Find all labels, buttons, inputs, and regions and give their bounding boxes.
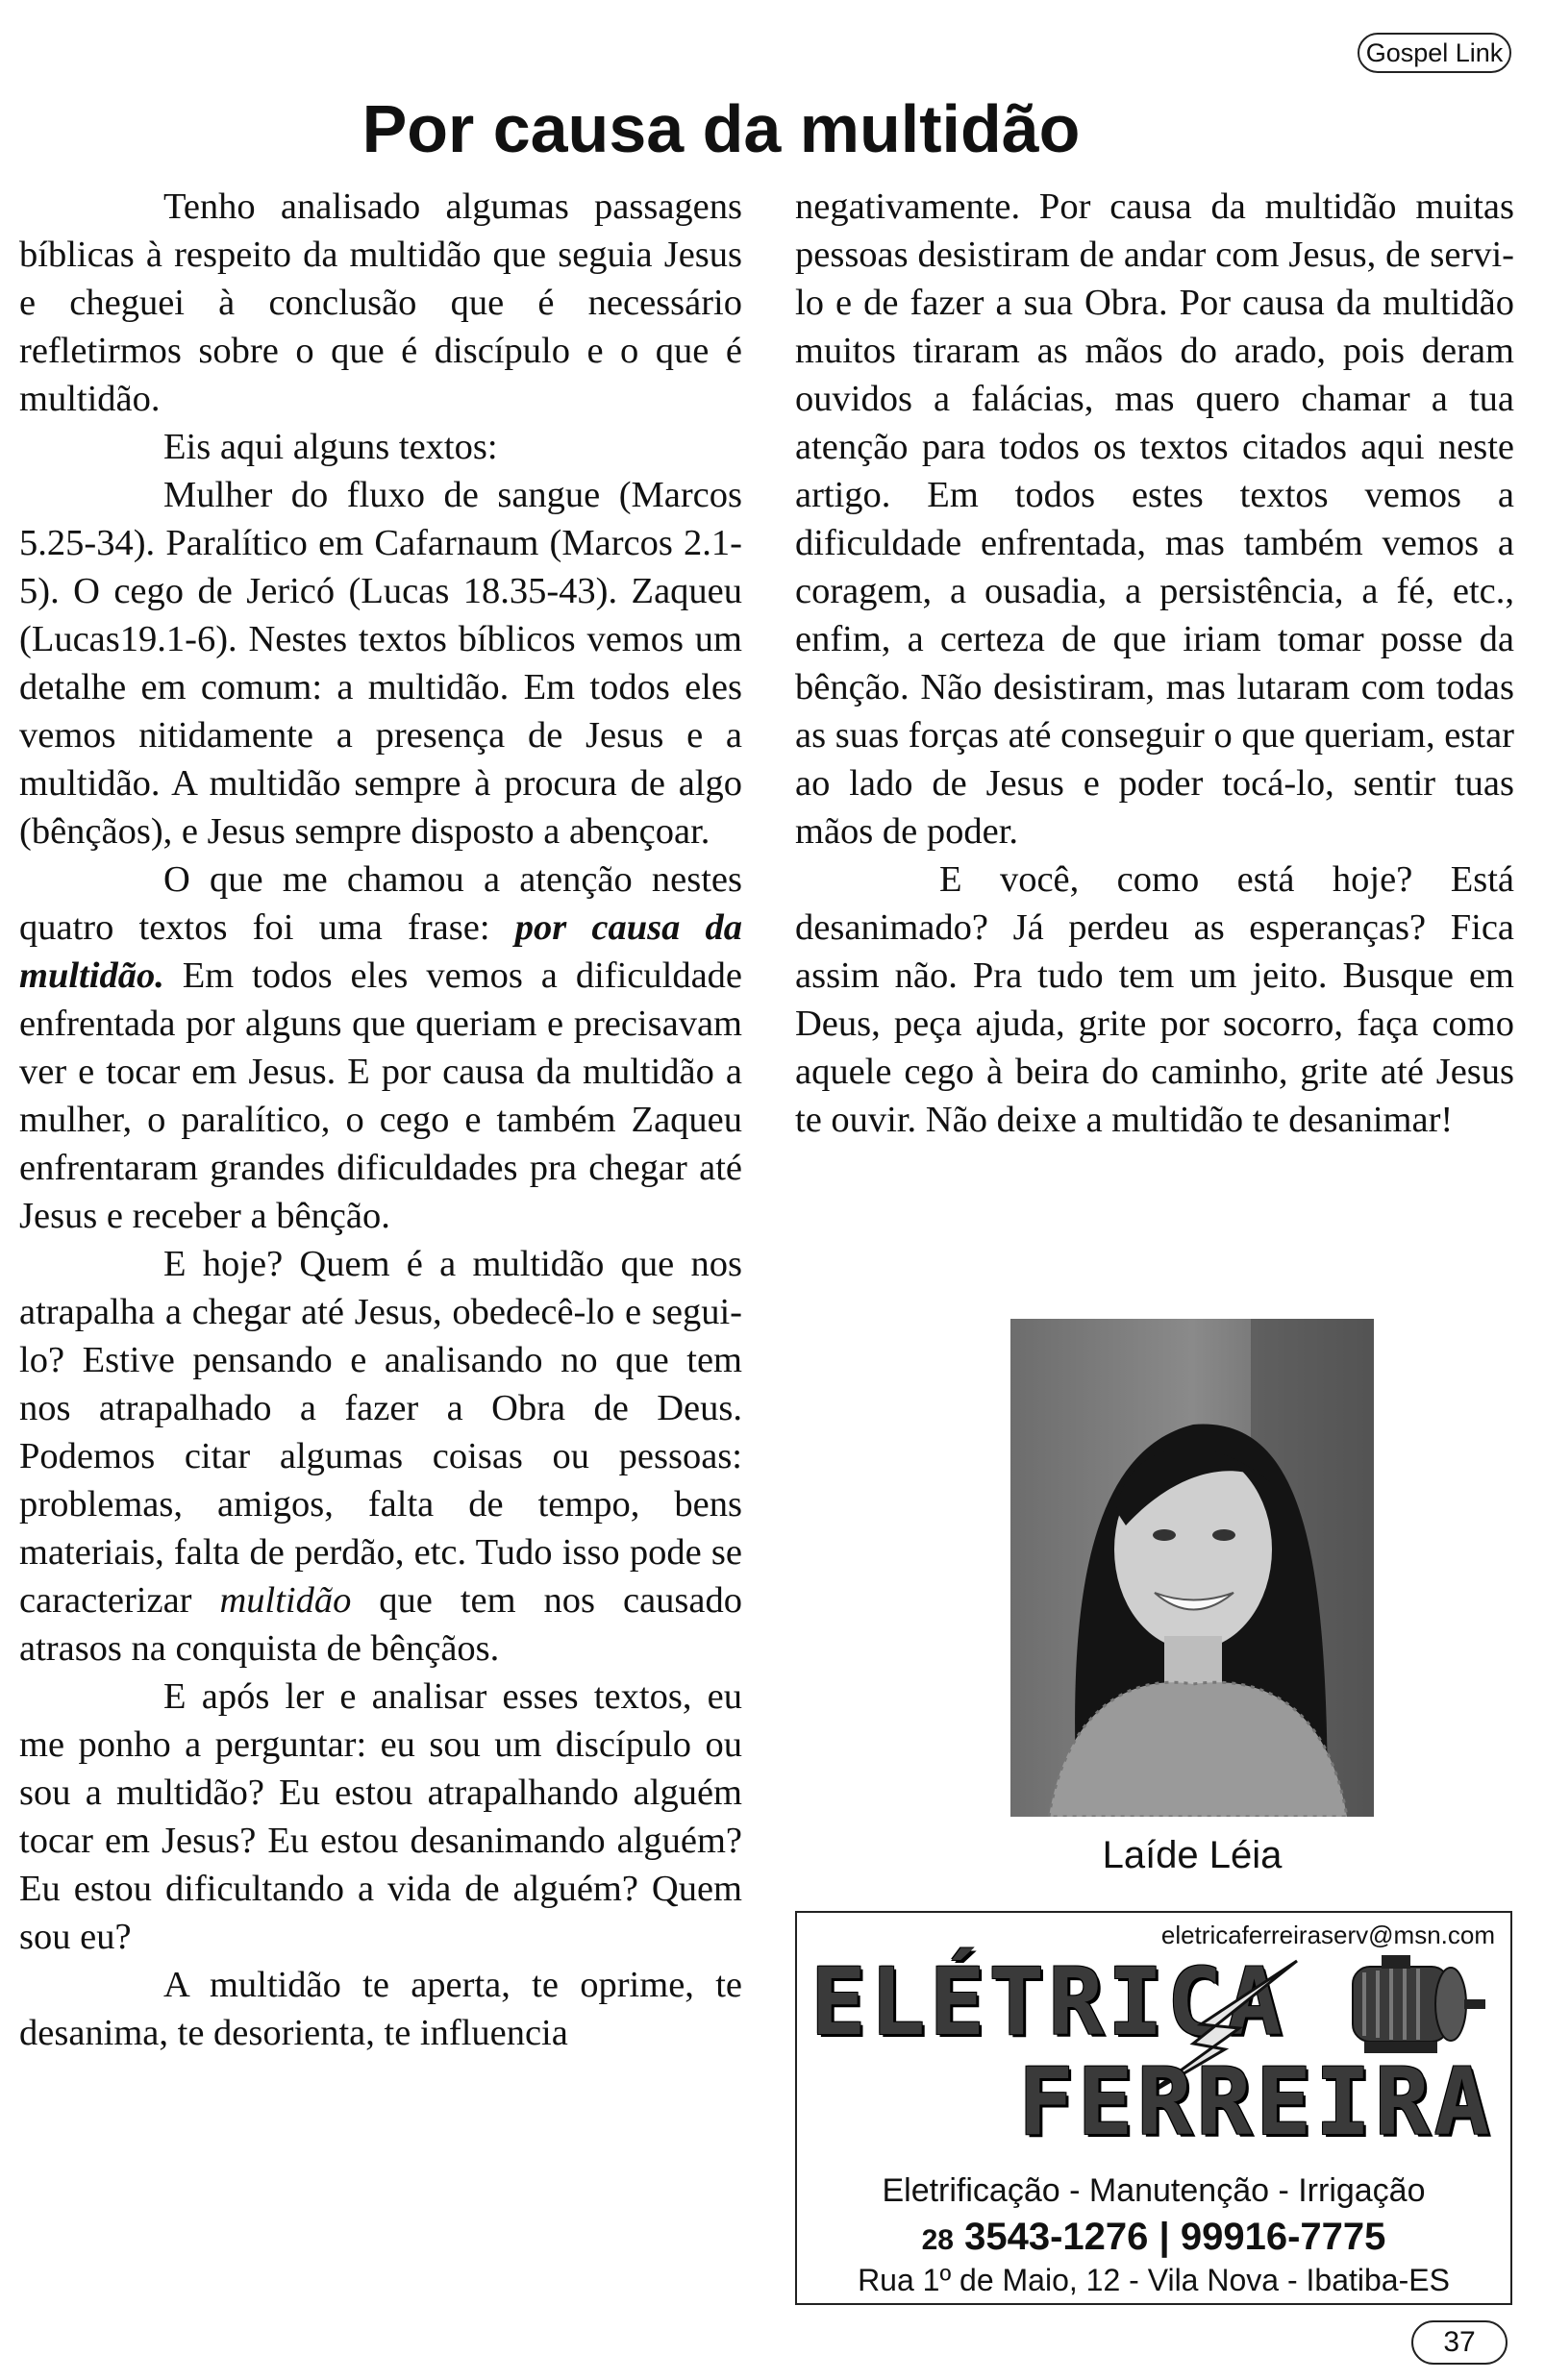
page-number: 37 bbox=[1411, 2320, 1508, 2365]
paragraph-phrase bbox=[19, 855, 742, 1240]
paragraph-questions: E após ler e analisar esses textos, eu me ponho a perguntar: eu sou um discípulo ou sou a multidão? Eu estou atrapalhando alguém tocar em Jesus? Eu estou desanimando alguém? Eu estou dificultando a vida de alguém? Quem sou eu? bbox=[19, 1676, 742, 1957]
phrase-lead: O que me chamou a atenção nestes quatro textos foi uma frase: bbox=[19, 859, 742, 948]
today-follow: que tem nos causado atrasos na conquista de bênçãos. bbox=[19, 1580, 742, 1669]
ad-area-code: 28 bbox=[921, 2224, 954, 2256]
author-name: Laíde Léia bbox=[1102, 1834, 1283, 1876]
paragraph-closing: E você, como está hoje? Está desanimado? Já perdeu as esperanças? Fica assim não. Pra tudo tem um jeito. Busque em Deus, peça ajuda, grite por socorro, faça como aquele cego à beira do caminho, grite até Jesus te ouvir. Não deixe a multidão te desanimar! bbox=[795, 859, 1514, 1140]
ad-address: Rua 1º de Maio, 12 - Vila Nova - Ibatiba-ES bbox=[858, 2263, 1450, 2297]
ad-phone-numbers: 3543-1276 | 99916-7775 bbox=[964, 2216, 1386, 2258]
ad-brand-line2: FERREIRA bbox=[1018, 2048, 1494, 2156]
paragraph-texts-heading: Eis aqui alguns textos: bbox=[163, 427, 498, 467]
today-lead: E hoje? Quem é a multidão que nos atrapalha a chegar até Jesus, obedecê-lo e segui-lo? Estive pensando e analisando no que tem nos atrapalhado a fazer a Obra de Deus. Podemos citar algumas coisas ou pessoas: problemas, amigos, falta de tempo, bens materiais, falta de perdão, etc. Tudo isso pode se caracterizar bbox=[19, 1244, 742, 1621]
today-italic-word: multidão bbox=[219, 1580, 352, 1621]
article-title: Por causa da multidão bbox=[361, 91, 1081, 166]
article-column-right bbox=[795, 183, 1514, 1144]
phrase-follow: Em todos eles vemos a dificuldade enfrentada por alguns que queriam e precisavam ver e tocar em Jesus. E por causa da multidão a mulher, o paralítico, o cego e também Zaqueu enfrentaram grandes dificuldades pra chegar até Jesus e receber a bênção. bbox=[19, 955, 742, 1236]
paragraph-negatively: negativamente. Por causa da multidão muitas pessoas desistiram de andar com Jesus, de servi-lo e de fazer a sua Obra. Por causa da multidão muitos tiraram as mãos do arado, pois deram ouvidos a falácias, mas quero chamar a tua atenção para todos os textos citados aqui neste artigo. Em todos estes textos vemos a dificuldade enfrentada, mas também vemos a coragem, a ousadia, a persistência, a fé, etc., enfim, a certeza de que iriam tomar posse da bênção. Não desistiram, mas lutaram com todas as suas forças até conseguir o que queriam, estar ao lado de Jesus e poder tocá-lo, sentir tuas mãos de poder. bbox=[795, 186, 1514, 852]
ad-email[interactable]: eletricaferreiraserv@msn.com bbox=[1160, 1921, 1495, 1949]
ad-services: Eletrificação - Manutenção - Irrigação bbox=[882, 2172, 1426, 2209]
phrase-emphasis: por causa da multidão. bbox=[19, 907, 742, 996]
paragraph-intro: Tenho analisado algumas passagens bíblicas à respeito da multidão que seguia Jesus e cheguei à conclusão que é necessário refletirmos sobre o que é discípulo e o que é multidão. bbox=[19, 186, 742, 419]
paragraph-crowd-opens: A multidão te aperta, te oprime, te desanima, te desorienta, te influencia bbox=[19, 1965, 742, 2053]
ad-brand-line1: ELÉTRICA bbox=[810, 1948, 1286, 2056]
article-column-left bbox=[19, 183, 742, 2057]
paragraph-today bbox=[19, 1240, 742, 1673]
electric-motor-icon bbox=[1335, 1947, 1489, 2063]
paragraph-bible-references: Mulher do fluxo de sangue (Marcos 5.25-34). Paralítico em Cafarnaum (Marcos 2.1-5). O cego de Jericó (Lucas 18.35-43). Zaqueu (Lucas19.1-6). Nestes textos bíblicos vemos um detalhe em comum: a multidão. Em todos eles vemos nitidamente a presença de Jesus e a multidão. A multidão sempre à procura de algo (bênçãos), e Jesus sempre disposto a abençoar. bbox=[19, 475, 742, 852]
author-portrait bbox=[1010, 1319, 1374, 1817]
advertisement-eletrica-ferreira bbox=[795, 1911, 1512, 2305]
publication-badge: Gospel Link bbox=[1358, 33, 1511, 73]
author-portrait-icon bbox=[1010, 1319, 1374, 1817]
ad-phones bbox=[797, 2213, 1510, 2265]
